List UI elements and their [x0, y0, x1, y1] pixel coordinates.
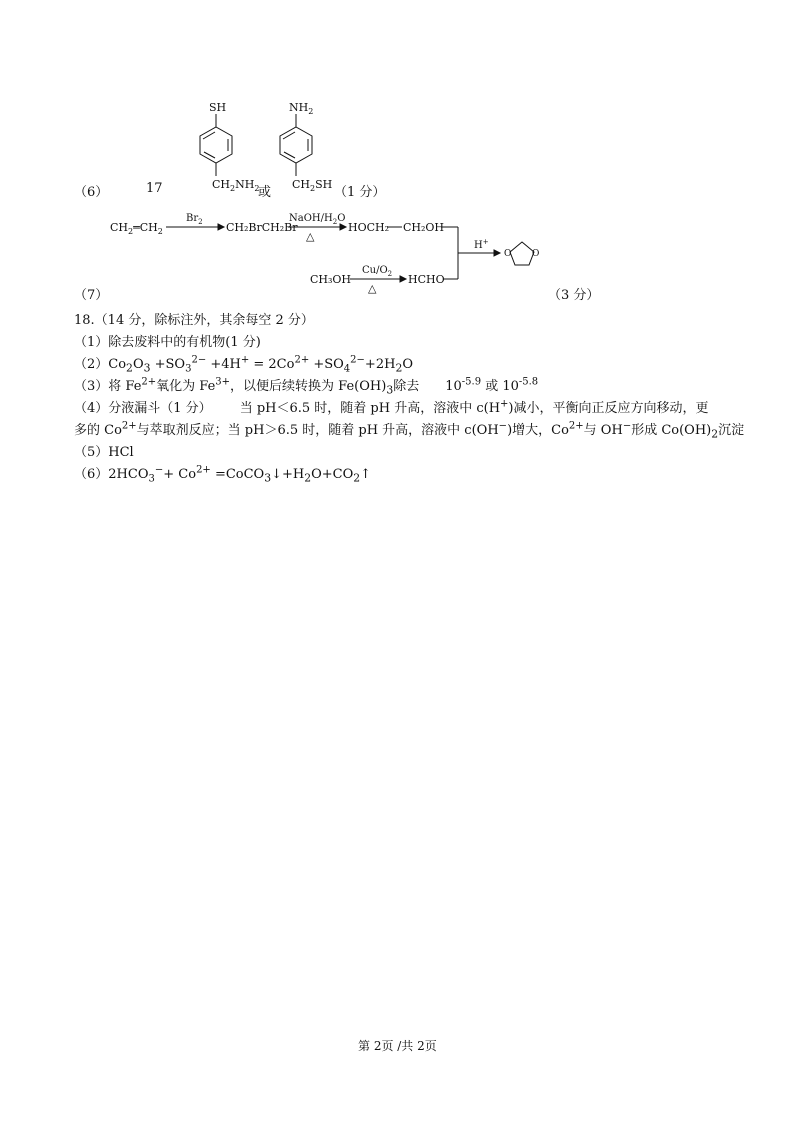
- route-reagent-naoh: NaOH/$H_2O$: [289, 213, 346, 226]
- route-delta-1: △: [306, 230, 315, 243]
- q18-answer-4-line1: （4）分液漏斗（1 分） 当 pH＜6.5 时，随着 pH 升高，溶液中 c(H+)减小，平衡向正反应方向移动，更: [74, 398, 709, 416]
- route-diol-b: CH₂OH: [403, 221, 445, 234]
- q18-header: 18.（14 分，除标注外，其余每空 2 分）: [74, 313, 314, 328]
- route-reagent-br2: $Br_2$: [186, 213, 203, 226]
- benzene-ring-2: [280, 114, 312, 176]
- route-methanol: CH₃OH: [310, 273, 352, 286]
- q18-answer-1: （1）除去废料中的有机物(1 分): [74, 335, 261, 350]
- route-delta-2: △: [368, 282, 377, 295]
- part6-score: （1 分）: [334, 185, 386, 200]
- q18-answer-2: $(2)Co_2O_3 +SO_3^{2-} +4H^+ = 2Co^{2+} +SO_4^{2-}+2H_2O$: [74, 354, 413, 375]
- dioxolane-o-right: O: [532, 249, 540, 259]
- part6-count: 17: [146, 181, 163, 196]
- route-diol-a: HOCH₂: [348, 221, 390, 234]
- route-reagent-cuo2: $Cu/O_2$: [362, 265, 393, 278]
- part7-label: （7）: [74, 288, 109, 303]
- route-acid: H+: [474, 238, 489, 251]
- part6-or: 或: [258, 185, 272, 200]
- structure-diagram-part6: [0, 0, 800, 310]
- q18-answer-3: （3）将 $Fe^{2+}$氧化为 $Fe^{3+}$，以便后续转换为 $Fe(OH)_3$除去 $10^{-5.9}$ 或 $10^{-5.8}$: [74, 376, 539, 397]
- part6-label: （6）: [74, 185, 109, 200]
- dioxolane-ring: [510, 242, 534, 265]
- route-dibromide: CH₂BrCH₂Br: [226, 221, 298, 234]
- mol2-bottom-group: $CH_2SH$: [292, 178, 333, 193]
- part7-score: （3 分）: [548, 288, 600, 303]
- mol1-bottom-group: $CH_2NH_2$: [212, 178, 260, 193]
- q18-answer-4-line2: 多的 $Co^{2+}$与萃取剂反应；当 pH＞6.5 时，随着 pH 升高，溶液中 c(OH−)增大，$Co^{2+}$与 OH−形成 $Co(OH)_2$沉淀: [74, 420, 745, 441]
- route-ethylene: $CH_2═CH_2$: [110, 221, 163, 236]
- route-formaldehyde: HCHO: [408, 273, 445, 286]
- q18-answer-6: $(6)2HCO_3^-+ Co^{2+}$ $=CoCO_3↓+H_2O+CO_2↑$: [74, 464, 372, 485]
- mol1-top-group: SH: [209, 101, 227, 114]
- dioxolane-o-left: O: [504, 249, 512, 259]
- mol2-top-group: $NH_2$: [289, 101, 314, 116]
- benzene-ring-1: [200, 114, 232, 176]
- page-footer: 第 2页 /共 2页: [358, 1039, 437, 1053]
- q18-answer-5: （5）HCl: [74, 445, 134, 460]
